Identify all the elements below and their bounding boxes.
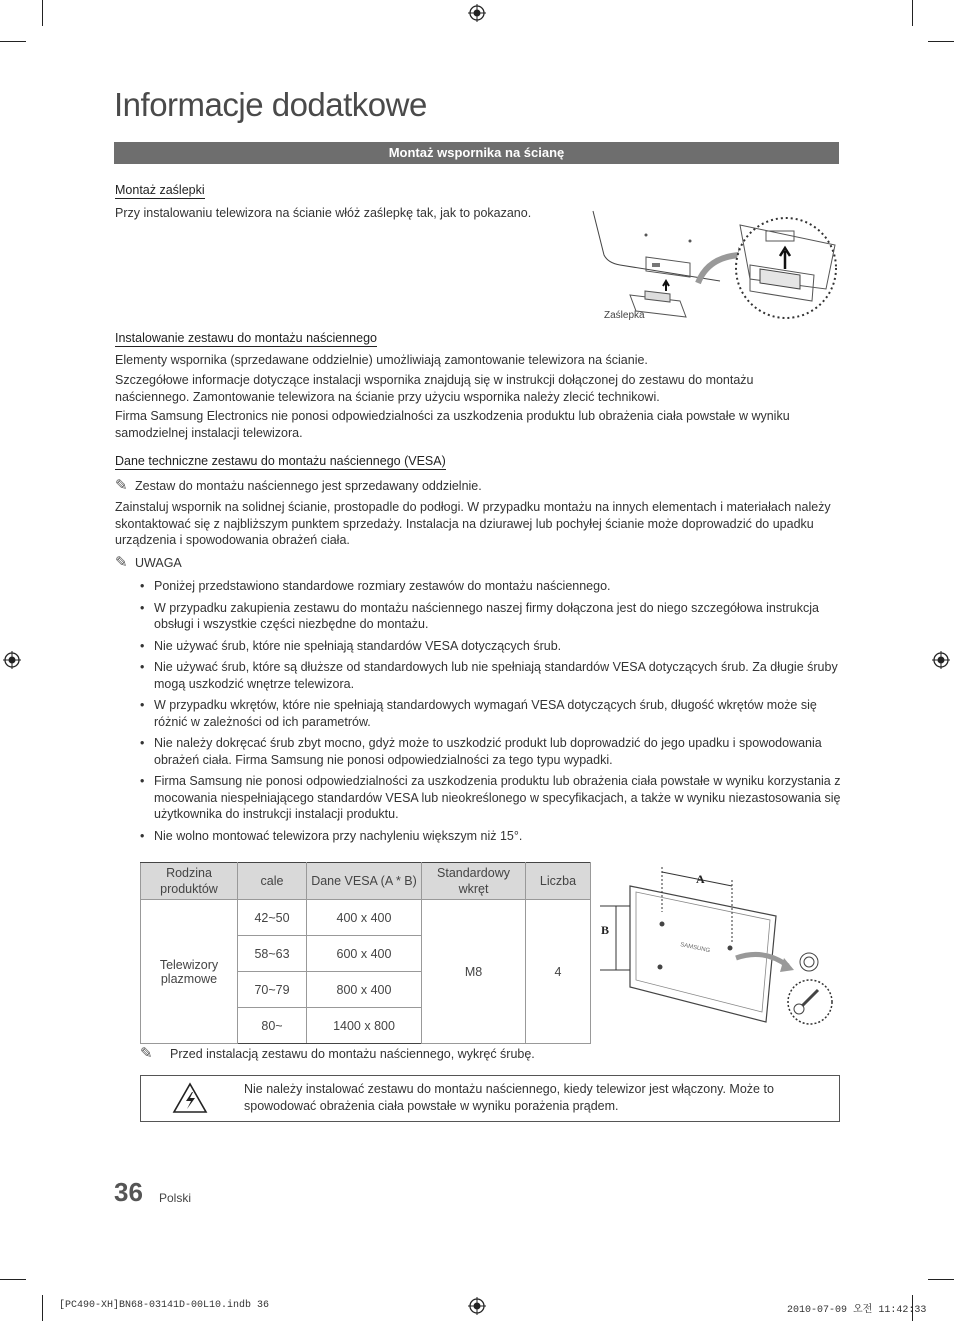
registration-mark-icon (468, 4, 486, 22)
warning-box (140, 1075, 840, 1122)
column-header: Dane VESA (A * B) (307, 863, 422, 900)
table-header-row (141, 863, 591, 900)
table-cell: 400 x 400 (307, 900, 422, 936)
note-pencil-icon: ✎ (140, 1045, 153, 1062)
page-language: Polski (159, 1191, 192, 1205)
table-cell: 800 x 400 (307, 972, 422, 1008)
crop-mark (912, 0, 913, 26)
crop-mark (0, 1279, 26, 1280)
crop-mark (0, 41, 26, 42)
note-pencil-icon: ✎ (115, 477, 128, 494)
column-header: Liczba (526, 863, 591, 900)
vesa-spec-table (140, 862, 591, 1044)
print-file-info: [PC490-XH]BN68-03141D-00L10.indb 36 (59, 1300, 270, 1311)
electric-hazard-icon (172, 1082, 208, 1114)
registration-mark-icon (468, 1297, 486, 1315)
list-item: • W przypadku wkrętów, które nie spełniają standardowych wymagań VESA dotyczących śrub, długość wkrętów może się różnić w zależności od ich parametrów. (140, 698, 817, 729)
table-cell: 70~79 (238, 972, 307, 1008)
crop-mark (42, 1295, 43, 1321)
list-item: • Nie wolno montować telewizora przy nachyleniu większym niż 15°. (140, 828, 523, 843)
cover-heading: Montaż zaślepki (115, 183, 205, 197)
registration-mark-icon (932, 651, 950, 669)
install-paragraph-2: Szczegółowe informacje dotyczące instalacji wspornika znajdują się w instrukcji dołączonej do zestawu do montażu naściennego. Zamontowanie telewizora na ścianie przy użyciu wspornika należy zlecić technikowi. (115, 373, 754, 404)
table-row (141, 900, 591, 936)
warning-text: Nie należy instalować zestawu do montażu naściennego, kiedy telewizor jest włączony. Może to spowodować obrażenia ciała powstałe w wyniku porażenia prądem. (244, 1082, 774, 1113)
crop-mark (928, 1279, 954, 1280)
cover-text: Przy instalowaniu telewizora na ścianie włóż zaślepkę tak, jak to pokazano. (115, 206, 532, 220)
install-paragraph-3: Firma Samsung Electronics nie ponosi odpowiedzialności za uszkodzenia produktu lub obrażenia ciała powstałe w wyniku samodzielnej instalacji telewizora. (115, 409, 790, 440)
column-header: Rodzina produktów (141, 863, 238, 900)
table-cell: 1400 x 800 (307, 1008, 422, 1044)
note-pencil-icon: ✎ (115, 554, 128, 571)
section-header: Montaż wspornika na ścianę (114, 142, 839, 164)
crop-mark (928, 41, 954, 42)
column-header: Standardowy wkręt (422, 863, 526, 900)
vesa-bullet-list (139, 578, 841, 849)
vesa-paragraph: Zainstaluj wspornik na solidnej ścianie, prostopadle do podłogi. W przypadku montażu na innych elementach i materiałach należy skontaktować się z najbliższym punktem sprzedaży. Instalacja na dziurawej lub pochyłej ścianie może doprowadzić do upadku urządzenia i spowodowania obrażeń ciała. (115, 500, 831, 547)
diagram-label-b: B (601, 923, 610, 937)
list-item: • Firma Samsung nie ponosi odpowiedzialności za uszkodzenia produktu lub obrażenia ciała powstałe w wyniku korzystania z mocowania niespełniającego standardów VESA lub nieokreślonego w specyfikacjach, a także w wyniku niezastosowania się użytkownika do instrukcji instalacji produktu. (140, 774, 841, 821)
page-title: Informacje dodatkowe (114, 86, 427, 123)
product-family-cell: Telewizory plazmowe (141, 900, 238, 1044)
uwaga-text: UWAGA (135, 556, 182, 570)
vesa-note-2 (140, 1046, 840, 1063)
table-cell: 42~50 (238, 900, 307, 936)
print-timestamp: 2010-07-09 오전 11:42:33 (787, 1305, 927, 1316)
install-paragraph-1: Elementy wspornika (sprzedawane oddzielnie) umożliwiają zamontowanie telewizora na ścianie. (115, 353, 648, 367)
screw-cell: M8 (422, 900, 526, 1044)
page-number: 36 (114, 1177, 143, 1207)
vesa-note-1 (115, 478, 840, 495)
vesa-note-1-text: Zestaw do montażu naściennego jest sprzedawany oddzielnie. (135, 479, 482, 493)
uwaga-label (115, 555, 182, 572)
list-item: • W przypadku zakupienia zestawu do montażu naściennego naszej firmy dołączona jest do niego szczegółowa instrukcja obsługi i wszystkie części niezbędne do montażu. (140, 600, 819, 631)
diagram-label-a: A (696, 872, 705, 886)
list-item: • Nie używać śrub, które są dłuższe od standardowych lub nie spełniają standardów VESA dotyczących śrub. Za długie śruby mogą uszkodzić wnętrze telewizora. (140, 660, 838, 691)
table-cell: 80~ (238, 1008, 307, 1044)
list-item: • Nie należy dokręcać śrub zbyt mocno, gdyż może to uszkodzić produkt lub doprowadzić do jego upadku i spowodowania obrażeń ciała. Firma Samsung nie ponosi odpowiedzialności za tego typu wypadki. (140, 736, 822, 767)
list-item: • Nie używać śrub, które nie spełniają standardów VESA dotyczących śrub. (140, 638, 562, 653)
registration-mark-icon (3, 651, 21, 669)
tv-back-diagram (596, 862, 841, 1032)
crop-mark (42, 0, 43, 26)
list-item: • Poniżej przedstawiono standardowe rozmiary zestawów do montażu naściennego. (140, 579, 611, 593)
vesa-note-2-text: Przed instalacją zestawu do montażu naściennego, wykręć śrubę. (170, 1047, 535, 1061)
table-cell: 600 x 400 (307, 936, 422, 972)
cover-image-label: Zaślepka (604, 310, 645, 321)
column-header: cale (238, 863, 307, 900)
vesa-heading: Dane techniczne zestawu do montażu naściennego (VESA) (115, 454, 446, 468)
install-heading: Instalowanie zestawu do montażu naściennego (115, 331, 377, 345)
diagram-logo: SAMSUNG (679, 942, 711, 955)
table-cell: 58~63 (238, 936, 307, 972)
count-cell: 4 (526, 900, 591, 1044)
